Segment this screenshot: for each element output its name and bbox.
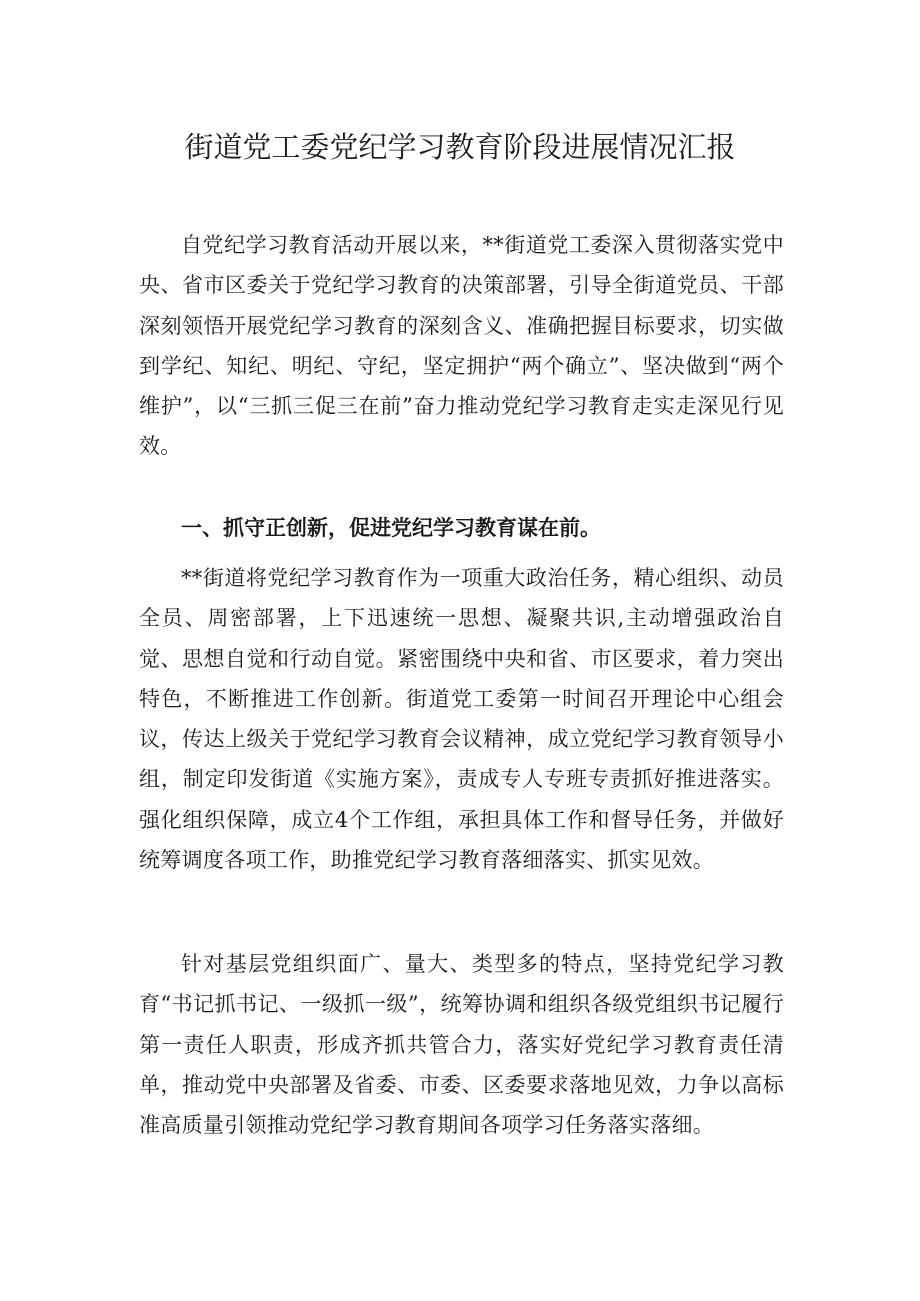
paragraph-intro: 自党纪学习教育活动开展以来，**街道党工委深入贯彻落实党中央、省市区委关于党纪学习教育的决策部署，引导全街道党员、干部深刻领悟开展党纪学习教育的深刻含义、准确把握目标要求，切实做到学纪、知纪、明纪、守纪，坚定拥护“两个确立”、坚决做到“两个维护”，以“三抓三促三在前”奋力推动党纪学习教育走实走深见行见效。 [139, 233, 784, 459]
section-heading-1: 一、抓守正创新，促进党纪学习教育谋在前。 [181, 516, 601, 540]
document-title: 街道党工委党纪学习教育阶段进展情况汇报 [184, 130, 736, 164]
paragraph-section-1-a: **街道将党纪学习教育作为一项重大政治任务，精心组织、动员全员、周密部署，上下迅速统一思想、凝聚共识,主动增强政治自觉、思想自觉和行动自觉。紧密围绕中央和省、市区要求，着力突出特色，不断推进工作创新。街道党工委第一时间召开理论中心组会议，传达上级关于党纪学习教育会议精神，成立党纪学习教育领导小组，制定印发街道《实施方案》，责成专人专班专责抓好推进落实。强化组织保障，成立4个工作组，承担具体工作和督导任务，并做好统筹调度各项工作，助推党纪学习教育落细落实、抓实见效。 [139, 566, 784, 873]
paragraph-section-1-b: 针对基层党组织面广、量大、类型多的特点，坚持党纪学习教育“书记抓书记、一级抓一级”，统筹协调和组织各级党组织书记履行第一责任人职责，形成齐抓共管合力，落实好党纪学习教育责任清单，推动党中央部署及省委、市委、区委要求落地见效，力争以高标准高质量引领推动党纪学习教育期间各项学习任务落实落细。 [139, 952, 784, 1138]
